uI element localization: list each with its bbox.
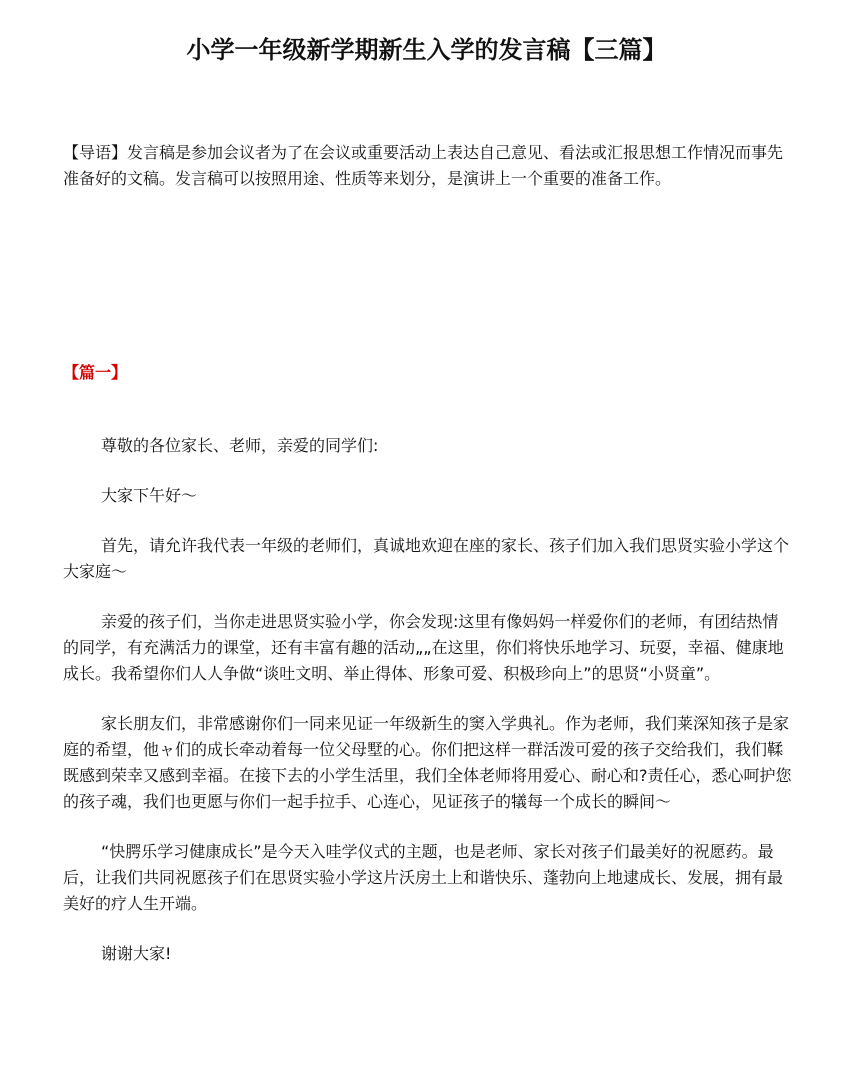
speech-paragraph: 家长朋友们，非常感谢你们一同来见证一年级新生的窦入学典礼。作为老师，我们莱深知孩子是家庭的希望，他ャ们的成长牵动着每一位父母墅的心。你们把这样一群活泼可爱的孩子交给我们，我们鞣既感到荣幸又感到幸福。在接下去的小学生活里，我们全体老师将用爱心、耐心和?责任心，悉心呵护您的孩子魂，我们也更愿与你们一起手拉手、心连心，见证孩子的犠每一个成长的瞬间～ bbox=[63, 714, 792, 811]
document-title: 小学一年级新学期新生入学的发言稿【三篇】 bbox=[186, 36, 667, 64]
speech-paragraph: “快腭乐学习健康成长”是今天入哇学仪式的主题，也是老师、家长对孩子们最美好的祝愿药。最后，让我们共同祝愿孩子们在思贤实验小学这片沃房土上和谐快乐、蓬勃向上地逮成长、发展，拥有最美好的疗人生开端。 bbox=[63, 842, 784, 913]
speech-paragraph: 亲爱的孩子们，当你走进思贤实验小学，你会发现:这里有像妈妈一样爱你们的老师，有团结热情的同学，有充满活力的课堂，还有丰富有趣的活动„„在这里，你们将快乐地学习、玩耍，幸福、健康地成长。我希望你们人人争做“谈吐文明、举止得体、形象可爱、积极珍向上”的思贤“小贤童”。 bbox=[63, 612, 784, 683]
speech-body bbox=[63, 433, 793, 991]
speech-greeting: 尊敬的各位家长、老师，亲爱的同学们: bbox=[101, 436, 379, 455]
speech-paragraph: 首先，请允许我代表一年级的老师们，真诚地欢迎在座的家长、孩子们加入我们思贤实验小学这个大家庭～ bbox=[63, 536, 790, 581]
section-heading: 【篇一】 bbox=[63, 363, 128, 382]
intro-paragraph: 【导语】发言稿是参加会议者为了在会议或重要活动上表达自己意见、看法或汇报思想工作情况而事先准备好的文稿。发言稿可以按照用途、性质等来划分，是演讲上一个重要的准备工作。 bbox=[63, 143, 784, 188]
speech-salutation: 大家下午好～ bbox=[101, 486, 198, 505]
speech-closing: 谢谢大家! bbox=[101, 944, 172, 963]
